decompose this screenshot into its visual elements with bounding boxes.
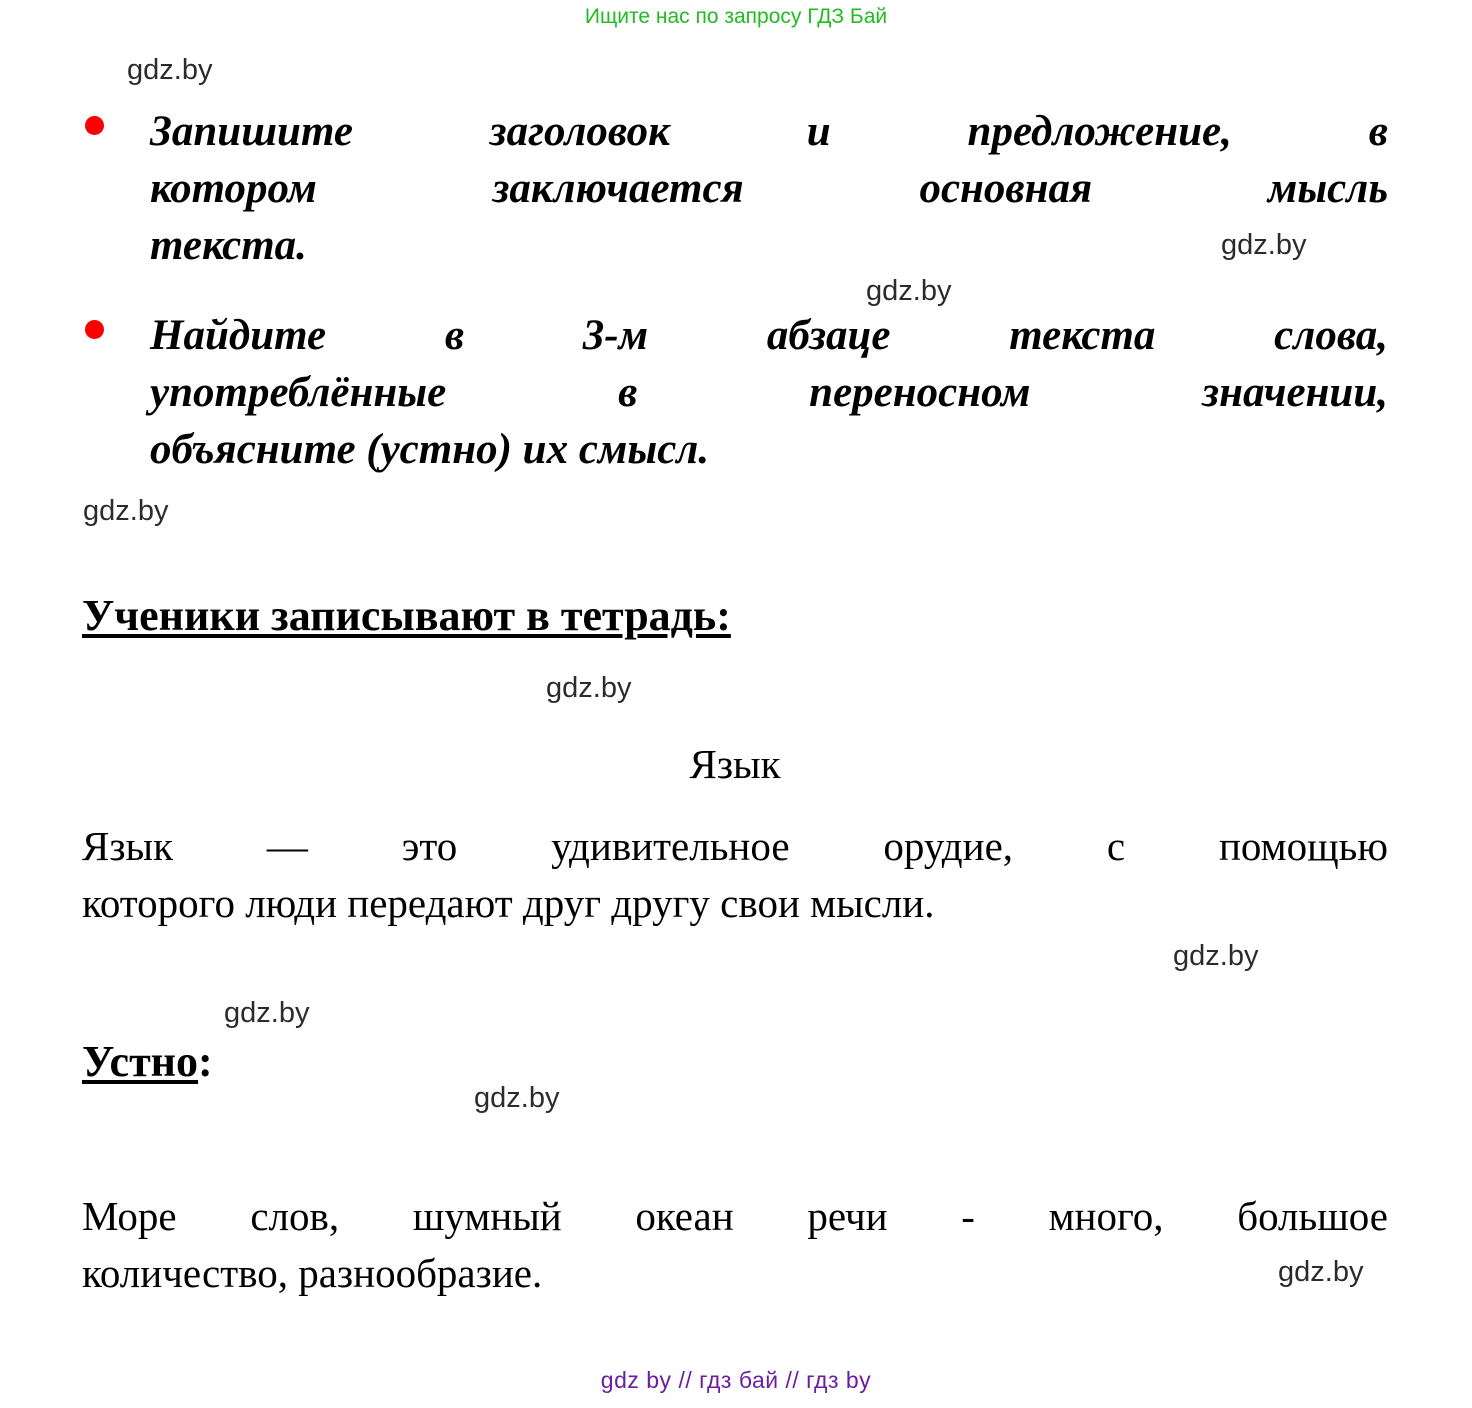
text-title xyxy=(82,740,1388,789)
watermark-gdz: gdz.by xyxy=(1221,229,1307,261)
notebook-section-heading-label: Ученики записывают в тетрадь: xyxy=(82,591,731,640)
bullet-dot-icon xyxy=(85,116,104,135)
oral-paragraph-line-1: Море слов, шумный океан речи - много, большое xyxy=(82,1193,1388,1239)
oral-paragraph xyxy=(82,1188,1388,1303)
watermark-gdz: gdz.by xyxy=(546,672,632,704)
notebook-section-heading xyxy=(82,592,731,640)
watermark-gdz: gdz.by xyxy=(474,1082,560,1114)
promo-banner: Ищите нас по запросу ГДЗ Бай xyxy=(584,5,888,28)
oral-paragraph-line-2: количество, разнообразие. xyxy=(82,1250,543,1297)
task-1-line-1: Запишите заголовок и предложение, в xyxy=(150,108,1388,155)
footer-links: gdz by // гдз бай // гдз by xyxy=(600,1367,872,1393)
task-item-2 xyxy=(82,308,1388,478)
bullet-dot-icon xyxy=(85,320,104,339)
oral-section-heading xyxy=(82,1038,213,1086)
watermark-gdz: gdz.by xyxy=(127,54,213,86)
oral-section-heading-label: Устно xyxy=(82,1037,199,1086)
task-2-line-1: Найдите в 3-м абзаце текста слова, xyxy=(150,312,1388,359)
task-2-line-3: объясните (устно) их смысл. xyxy=(150,425,710,473)
watermark-gdz: gdz.by xyxy=(866,275,952,307)
task-2-line-2: употреблённые в переносном значении, xyxy=(150,368,1388,416)
task-1-line-2: котором заключается основная мысль xyxy=(150,164,1388,212)
oral-section-heading-colon: : xyxy=(198,1037,213,1086)
watermark-gdz: gdz.by xyxy=(1278,1256,1364,1288)
task-2-text xyxy=(150,308,1388,478)
watermark-gdz: gdz.by xyxy=(1173,940,1259,972)
watermark-gdz: gdz.by xyxy=(83,495,169,527)
task-1-text xyxy=(150,104,1388,274)
notebook-paragraph xyxy=(82,818,1388,933)
watermark-gdz: gdz.by xyxy=(224,997,310,1029)
notebook-paragraph-line-2: которого люди передают друг другу свои мысли. xyxy=(82,880,935,927)
task-item-1 xyxy=(82,104,1388,274)
task-1-line-3: текста. xyxy=(150,221,307,269)
notebook-paragraph-line-1: Язык — это удивительное орудие, с помощью xyxy=(82,823,1388,869)
text-title-label: Язык xyxy=(689,741,781,787)
